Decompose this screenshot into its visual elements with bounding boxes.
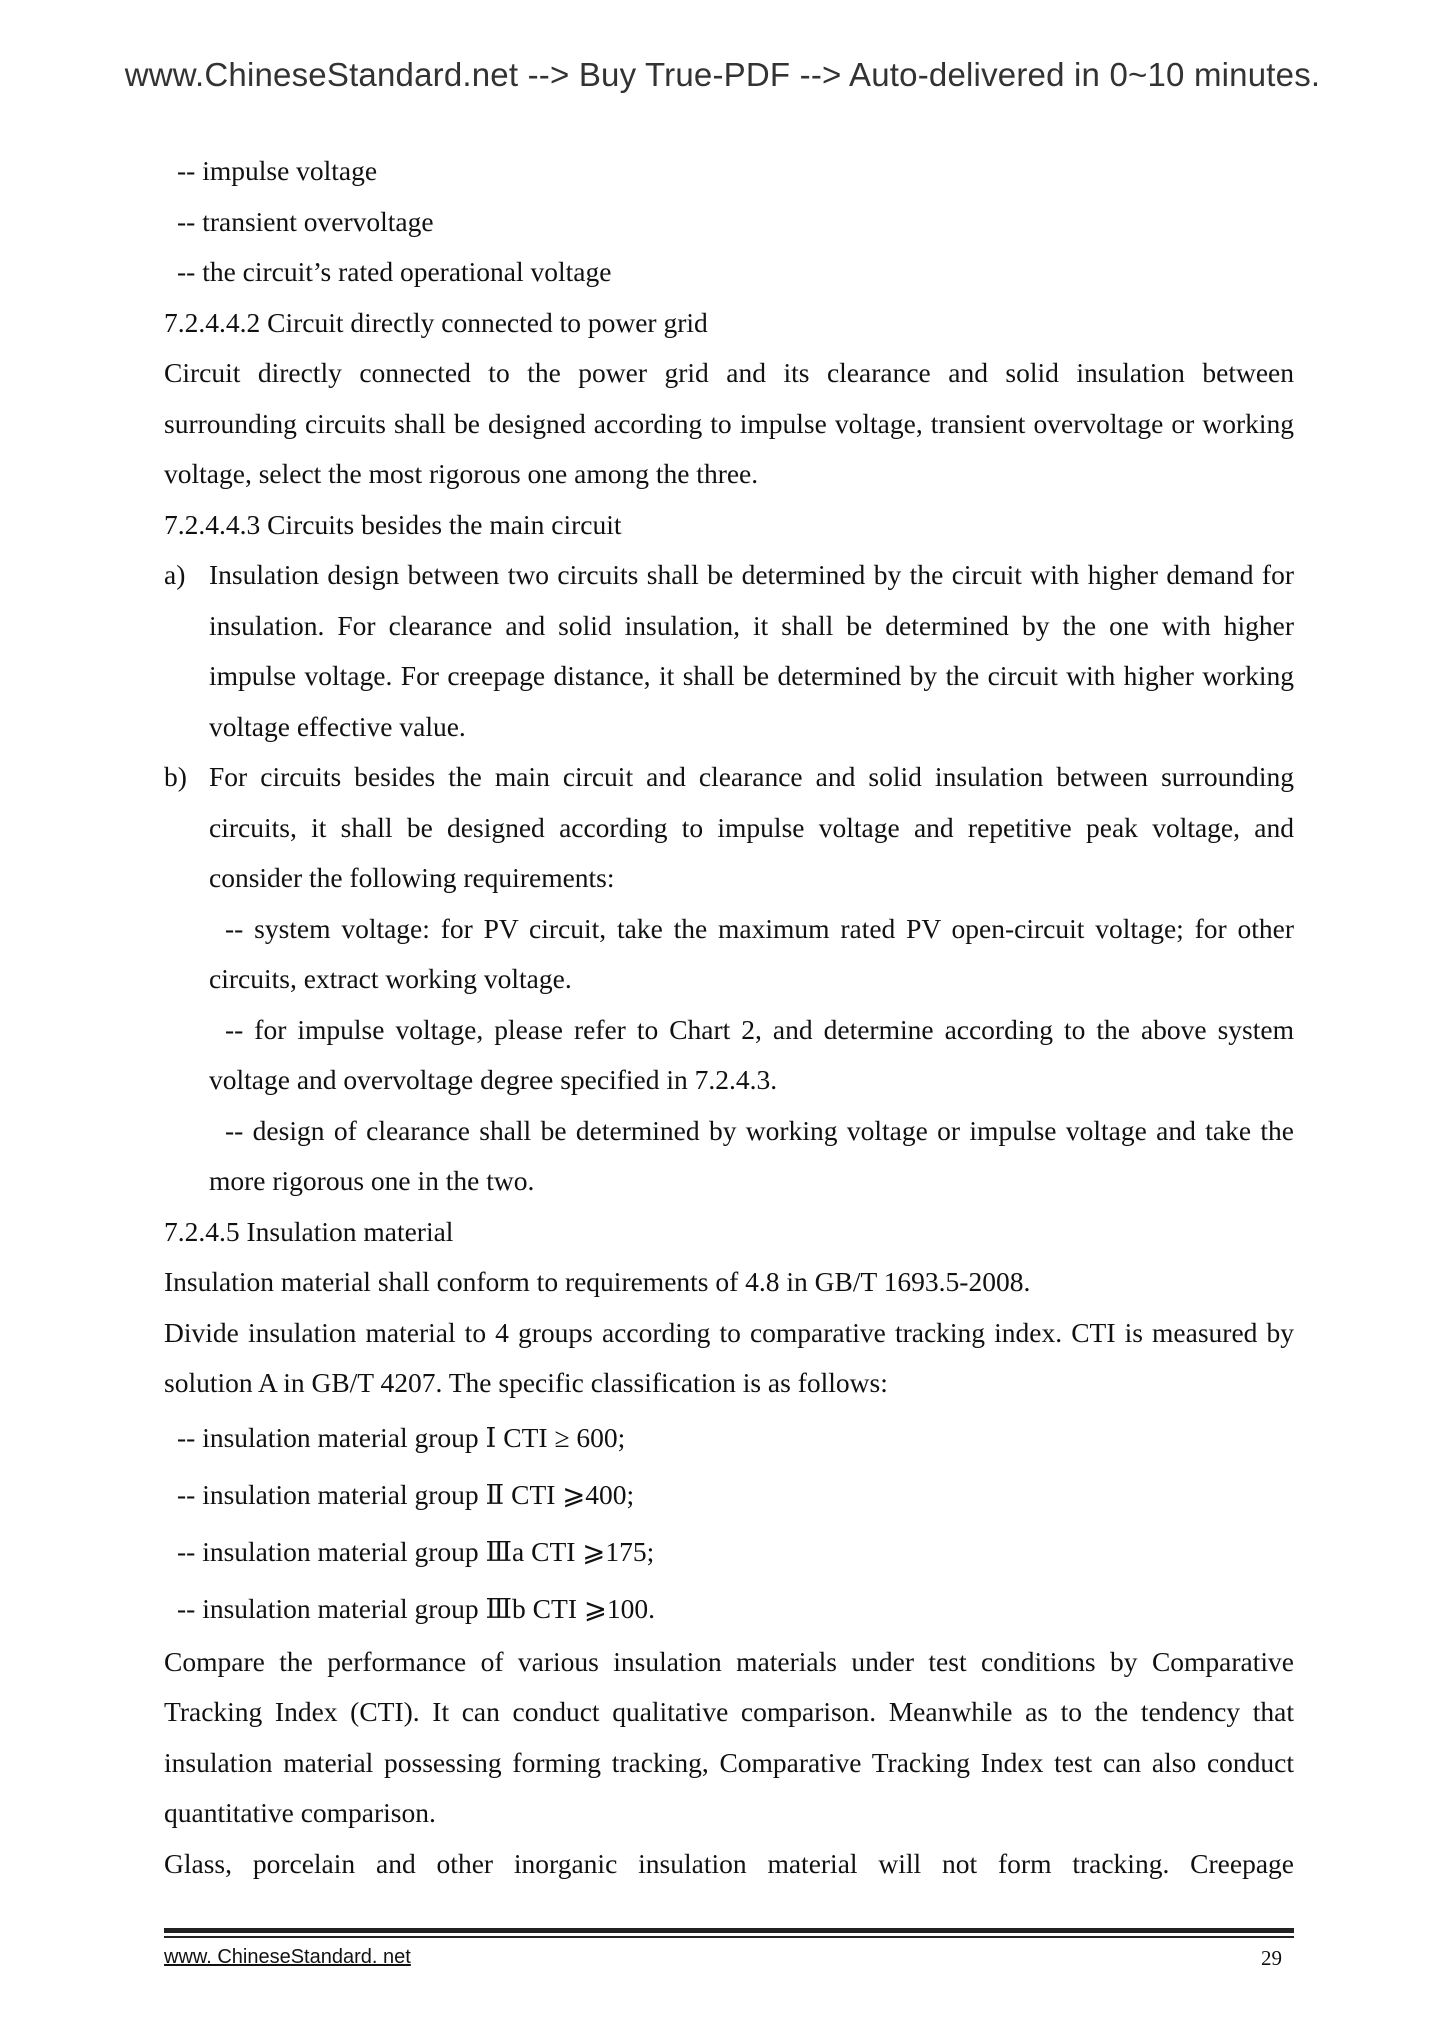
document-body [164,146,1294,1889]
list-item-impulse-voltage: -- impulse voltage [177,155,378,186]
paragraph-conform: Insulation material shall conform to requirements of 4.8 in GB/T 1693.5-2008. [164,1266,1031,1297]
footer-rule-thin [164,1936,1294,1938]
requirement-clearance-design: -- design of clearance shall be determined by working voltage or impulse voltage and take the more rigorous one in the two. [209,1114,1294,1196]
list-item-b [164,752,1294,904]
list-item-a-label: a) [164,559,186,590]
page-number: 29 [1261,1946,1282,1970]
list-item-group-3b: -- insulation material group Ⅲb CTI ⩾100. [177,1592,656,1624]
list-item-a [164,550,1294,752]
list-item-group-2: -- insulation material group Ⅱ CTI ⩾400; [177,1478,635,1510]
paragraph-divide-groups: Divide insulation material to 4 groups according to comparative tracking index. CTI is measured by solution A in GB/T 4207. The specific classification is as follows: [164,1316,1294,1398]
requirement-impulse-voltage: -- for impulse voltage, please refer to Chart 2, and determine according to the above system voltage and overvoltage degree specified in 7.2.4.3. [209,1013,1294,1095]
paragraph-compare-cti: Compare the performance of various insulation materials under test conditions by Comparative Tracking Index (CTI). It can conduct qualitative comparison. Meanwhile as to the tendency that insulation material possessing forming tracking, Comparative Tracking Index test can also conduct quantitative comparison. [164,1645,1294,1828]
section-heading-7-2-4-4-2: 7.2.4.4.2 Circuit directly connected to power grid [164,306,708,338]
list-item-group-1: -- insulation material group Ⅰ CTI ≥ 600; [177,1421,626,1453]
requirement-system-voltage: -- system voltage: for PV circuit, take the maximum rated PV open-circuit voltage; for other circuits, extract working voltage. [209,912,1294,994]
list-item-b-label: b) [164,761,187,792]
list-item-b-text: For circuits besides the main circuit and clearance and solid insulation between surrounding circuits, it shall be designed according to impulse voltage and repetitive peak voltage, and consider the following requirements: [209,761,1294,893]
paragraph-power-grid: Circuit directly connected to the power grid and its clearance and solid insulation between surrounding circuits shall be designed according to impulse voltage, transient overvoltage or working voltage, select the most rigorous one among the three. [164,357,1294,489]
section-heading-7-2-4-4-3: 7.2.4.4.3 Circuits besides the main circuit [164,508,622,540]
list-item-group-3a: -- insulation material group Ⅲa CTI ⩾175; [177,1535,655,1567]
list-item-rated-operational-voltage: -- the circuit’s rated operational voltage [177,256,612,287]
footer-rule-thick [164,1928,1294,1933]
footer-site-link[interactable]: www. ChineseStandard. net [164,1946,411,1968]
list-item-transient-overvoltage: -- transient overvoltage [177,205,434,237]
paragraph-glass-porcelain: Glass, porcelain and other inorganic insulation material will not form tracking. Creepage [164,1847,1294,1879]
list-item-a-text: Insulation design between two circuits shall be determined by the circuit with higher demand for insulation. For clearance and solid insulation, it shall be determined by the one with higher impulse voltage. For creepage distance, it shall be determined by the circuit with higher working voltage effective value. [209,559,1294,742]
site-banner: www.ChineseStandard.net --> Buy True-PDF --> Auto-delivered in 0~10 minutes. [124,56,1321,93]
section-heading-7-2-4-5: 7.2.4.5 Insulation material [164,1215,454,1247]
